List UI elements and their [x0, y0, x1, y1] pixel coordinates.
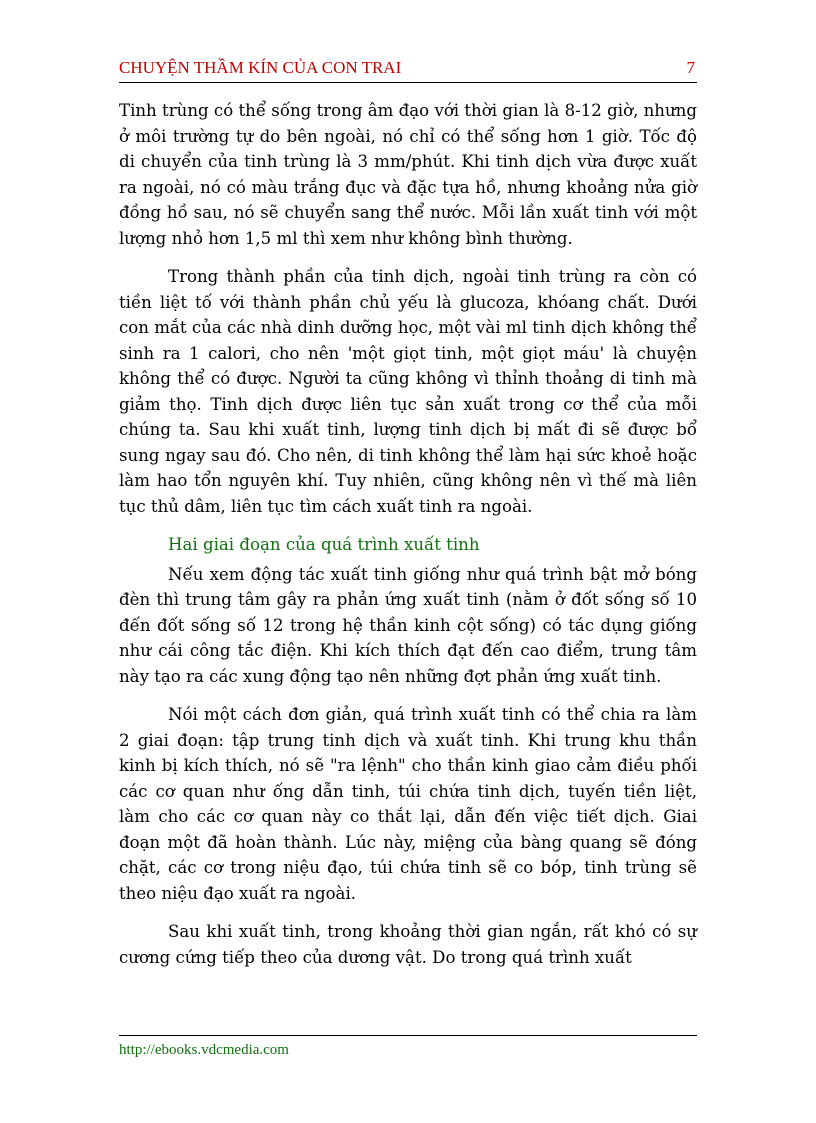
paragraph: Nói một cách đơn giản, quá trình xuất tinh có thể chia ra làm 2 giai đoạn: tập trung tinh dịch và xuất tinh. Khi trung khu thần kinh bị kích thích, nó sẽ "ra lệnh" cho thần kinh giao cảm điều phối các cơ quan như ống dẫn tinh, túi chứa tinh dịch, tuyến tiền liệt, làm cho các cơ quan này co thắt lại, dẫn đến việc tiết dịch. Giai đoạn một đã hoàn thành. Lúc này, miệng của bàng quang sẽ đóng chặt, các cơ trong niệu đạo, túi chứa tinh sẽ co bóp, tinh trùng sẽ theo niệu đạo xuất ra ngoài. [119, 705, 697, 903]
paragraph: Tinh trùng có thể sống trong âm đạo với thời gian là 8-12 giờ, nhưng ở môi trường tự do bên ngoài, nó chỉ có thể sống hơn 1 giờ. Tốc độ di chuyển của tinh trùng là 3 mm/phút. Khi tinh dịch vừa được xuất ra ngoài, nó có màu trắng đục và đặc tựa hồ, nhưng khoảng nửa giờ đồng hồ sau, nó sẽ chuyển sang thể nước. Mỗi lần xuất tinh với một lượng nhỏ hơn 1,5 ml thì xem như không bình thường. [119, 101, 697, 248]
page-number: 7 [686, 58, 695, 77]
section-heading: Hai giai đoạn của quá trình xuất tinh [168, 535, 480, 554]
running-title: CHUYỆN THẦM KÍN CỦA CON TRAI [119, 58, 402, 77]
page-header [119, 58, 697, 83]
page-footer [119, 1035, 697, 1059]
paragraph: Nếu xem động tác xuất tinh giống như quá trình bật mở bóng đèn thì trung tâm gây ra phản ứng xuất tinh (nằm ở đốt sống số 10 đến đốt sống số 12 trong hệ thần kinh cột sống) có tác dụng giống như cái công tắc điện. Khi kích thích đạt đến cao điểm, trung tâm này tạo ra các xung động tạo nên những đợt phản ứng xuất tinh. [119, 564, 697, 686]
paragraph: Sau khi xuất tinh, trong khoảng thời gian ngắn, rất khó có sự cương cứng tiếp theo của dương vật. Do trong quá trình xuất [119, 922, 697, 967]
page-body [119, 98, 697, 983]
paragraph: Trong thành phần của tinh dịch, ngoài tinh trùng ra còn có tiền liệt tố với thành phần chủ yếu là glucoza, khóang chất. Dưới con mắt của các nhà dinh dưỡng học, một vài ml tinh dịch không thể sinh ra 1 calori, cho nên 'một giọt tinh, một giọt máu' là chuyện không thể có được. Người ta cũng không vì thỉnh thoảng di tinh mà giảm thọ. Tinh dịch được liên tục sản xuất trong cơ thể của mỗi chúng ta. Sau khi xuất tinh, lượng tinh dịch bị mất đi sẽ được bổ sung ngay sau đó. Cho nên, di tinh không thể làm hại sức khoẻ hoặc làm hao tổn nguyên khí. Tuy nhiên, cũng không nên vì thế mà liên tục thủ dâm, liên tục tìm cách xuất tinh ra ngoài. [119, 267, 697, 516]
footer-link[interactable]: http://ebooks.vdcmedia.com [119, 1042, 289, 1058]
